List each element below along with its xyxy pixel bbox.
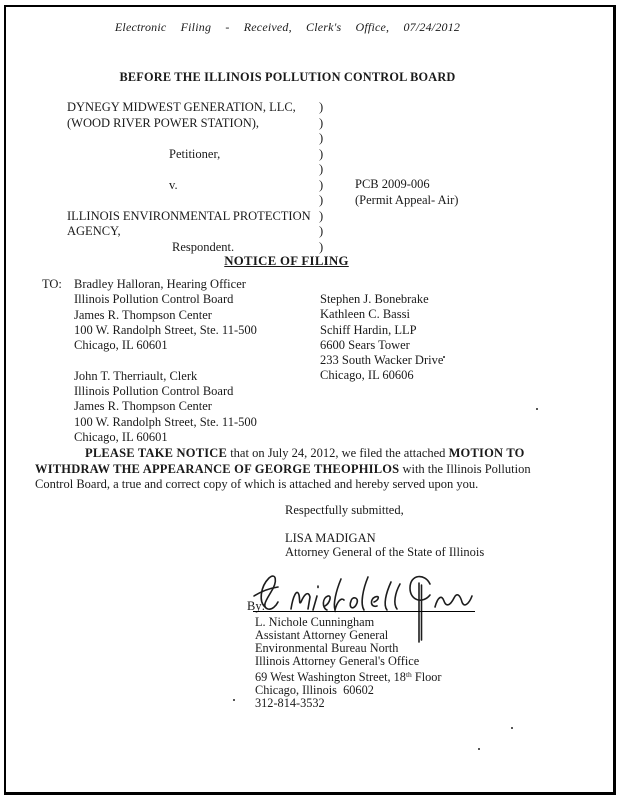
paren: ) bbox=[319, 193, 324, 207]
signer-city: Chicago, Illinois 60602 bbox=[255, 683, 374, 697]
scan-speckle bbox=[233, 699, 235, 701]
service-address-spacer bbox=[74, 353, 257, 368]
party-name-line: (WOOD RIVER POWER STATION), bbox=[67, 115, 260, 130]
service-address-line: 100 W. Randolph Street, Ste. 11-500 bbox=[74, 322, 257, 337]
party-name-line: DYNEGY MIDWEST GENERATION, LLC, bbox=[67, 100, 296, 114]
case-type: (Permit Appeal- Air) bbox=[355, 192, 459, 207]
to-label: TO: bbox=[42, 277, 62, 291]
attorney-general-name: LISA MADIGAN bbox=[285, 531, 376, 545]
notice-bold: PLEASE TAKE NOTICE bbox=[85, 446, 228, 460]
paren: ) bbox=[319, 146, 324, 161]
service-address-line: James R. Thompson Center bbox=[74, 399, 212, 414]
scan-speckle bbox=[478, 748, 480, 750]
notice-body bbox=[35, 446, 563, 493]
paren: ) bbox=[319, 177, 324, 192]
service-address-line: 233 South Wacker Drive bbox=[320, 353, 444, 368]
versus-line: v. bbox=[169, 177, 178, 192]
party-name-line bbox=[67, 131, 317, 147]
service-address-line: Bradley Halloran, Hearing Officer bbox=[74, 277, 246, 291]
service-address-line: Stephen J. Bonebrake bbox=[320, 292, 429, 306]
paren: ) bbox=[319, 224, 324, 238]
party-name-line: AGENCY, bbox=[67, 224, 121, 238]
service-right-column bbox=[320, 292, 443, 384]
signer-bureau: Environmental Bureau North bbox=[255, 641, 399, 655]
signer-office: Illinois Attorney General's Office bbox=[255, 654, 420, 668]
signature-line bbox=[253, 611, 475, 612]
scan-speckle bbox=[443, 356, 445, 358]
service-address-line: James R. Thompson Center bbox=[74, 307, 212, 322]
service-address-line: Chicago, IL 60606 bbox=[320, 368, 414, 383]
ordinal-suffix: th bbox=[405, 670, 412, 679]
notice-heading: NOTICE OF FILING bbox=[224, 254, 349, 268]
court-title: BEFORE THE ILLINOIS POLLUTION CONTROL BOARD bbox=[119, 70, 456, 84]
notice-body-line: WITHDRAW THE APPEARANCE OF GEORGE THEOPHILOS with the Illinois Pollution bbox=[35, 461, 531, 476]
case-number: PCB 2009-006 bbox=[355, 177, 430, 191]
service-address-line: Chicago, IL 60601 bbox=[74, 429, 168, 444]
service-address-line: Illinois Pollution Control Board bbox=[74, 292, 234, 307]
paren: ) bbox=[319, 100, 324, 114]
signer-block bbox=[255, 616, 442, 710]
caption-parties bbox=[67, 100, 317, 255]
respectfully-submitted: Respectfully submitted, bbox=[285, 503, 404, 517]
service-address-line: 6600 Sears Tower bbox=[320, 337, 410, 352]
party-role-line: Respondent. bbox=[172, 239, 235, 254]
attorney-general-block bbox=[285, 532, 484, 560]
service-left-column bbox=[74, 277, 257, 445]
service-address-line: Kathleen C. Bassi bbox=[320, 307, 410, 322]
party-name-line: ILLINOIS ENVIRONMENTAL PROTECTION bbox=[67, 208, 311, 223]
caption-parentheses bbox=[319, 100, 323, 255]
signer-name: L. Nichole Cunningham bbox=[255, 615, 375, 629]
service-address-line: Schiff Hardin, LLP bbox=[320, 322, 417, 337]
paren: ) bbox=[319, 115, 324, 130]
service-address-line: John T. Therriault, Clerk bbox=[74, 368, 198, 383]
paren: ) bbox=[319, 239, 324, 254]
party-name-line bbox=[67, 162, 317, 178]
party-name-line bbox=[67, 193, 317, 209]
signer-address: 69 West Washington Street, 18th Floor bbox=[255, 670, 442, 684]
paren: ) bbox=[319, 162, 324, 176]
scan-speckle bbox=[536, 408, 538, 410]
notice-bold: MOTION TO bbox=[448, 446, 525, 460]
case-info bbox=[355, 177, 458, 208]
by-label: By: bbox=[247, 599, 266, 613]
paren: ) bbox=[319, 208, 324, 223]
notice-body-line: Control Board, a true and correct copy of which is attached and hereby served upon you. bbox=[35, 477, 479, 492]
efile-header: Electronic Filing - Received, Clerk's Office, 07/24/2012 bbox=[114, 20, 461, 34]
service-address-line: Chicago, IL 60601 bbox=[74, 338, 168, 353]
party-role-line: Petitioner, bbox=[169, 146, 221, 161]
scan-speckle bbox=[511, 727, 513, 729]
signer-phone: 312-814-3532 bbox=[255, 696, 325, 710]
service-address-line: Illinois Pollution Control Board bbox=[74, 384, 234, 399]
attorney-general-title: Attorney General of the State of Illinois bbox=[285, 544, 485, 559]
notice-body-line: PLEASE TAKE NOTICE that on July 24, 2012, we filed the attached MOTION TO bbox=[85, 446, 525, 460]
paren: ) bbox=[319, 131, 324, 145]
service-address-line: 100 W. Randolph Street, Ste. 11-500 bbox=[74, 414, 257, 429]
notice-bold: WITHDRAW THE APPEARANCE OF GEORGE THEOPHILOS bbox=[35, 461, 400, 476]
signer-title: Assistant Attorney General bbox=[255, 628, 389, 642]
